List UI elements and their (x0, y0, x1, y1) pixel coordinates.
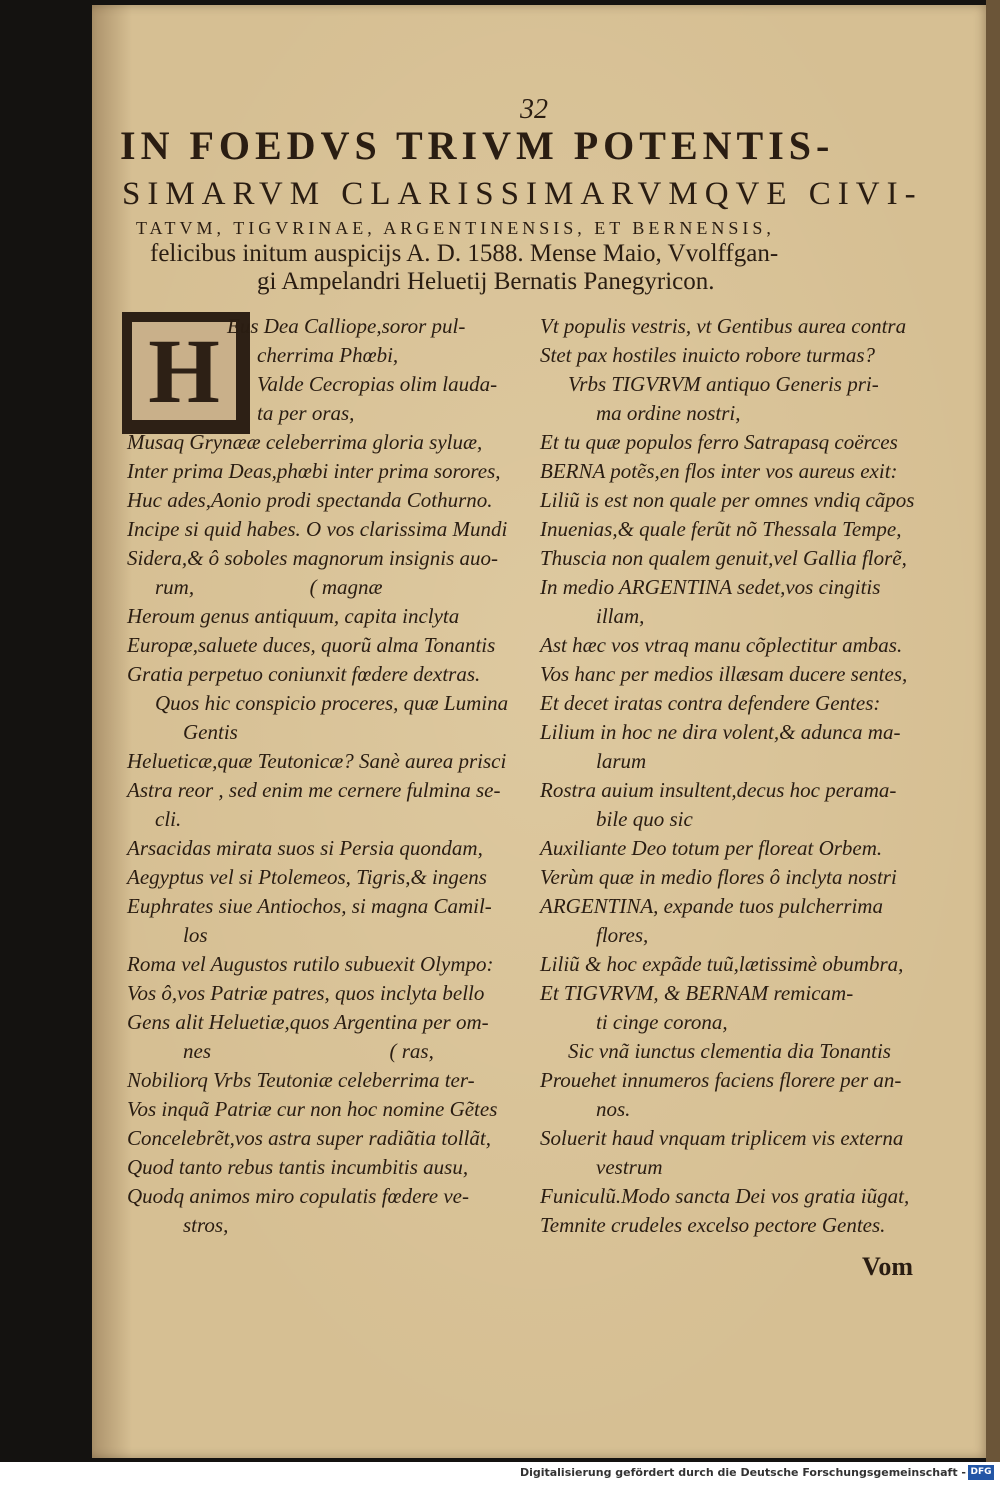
verse-line: Heroum genus antiquum, capita inclyta (127, 604, 460, 628)
verse-line: los (183, 923, 208, 947)
verse-line: In medio ARGENTINA sedet,vos cingitis (540, 575, 881, 599)
catchword: Vom (862, 1252, 914, 1281)
footer-bar (0, 1462, 1000, 1485)
verse-line: Vrbs TIGVRVM antiquo Generis pri- (568, 372, 879, 396)
verse-line: stros, (183, 1213, 229, 1237)
verse-line: Nobiliorq Vrbs Teutoniæ celeberrima ter- (127, 1068, 475, 1092)
verse-line: Quod tanto rebus tantis incumbitis ausu, (127, 1155, 469, 1179)
verse-line: Sidera,& ô soboles magnorum insignis auo- (127, 546, 499, 570)
verse-line: Helueticæ,quæ Teutonicæ? Sanè aurea prisci (127, 749, 507, 773)
verse-line: rum, ( magnæ (155, 575, 383, 599)
verse-line: Valde Cecropias olim lauda- (257, 372, 498, 396)
title-line-5: gi Ampelandri Heluetij Bernatis Panegyricon. (257, 268, 715, 295)
right-column (540, 312, 950, 1240)
title-line-1: IN FOEDVS TRIVM POTENTIS- (120, 123, 835, 168)
verse-line: Ast hæc vos vtraq manu cõplectitur ambas. (540, 633, 903, 657)
verse-line: Gens alit Heluetiæ,quos Argentina per om- (127, 1010, 489, 1034)
verse-line: Vos hanc per medios illæsam ducere sentes, (540, 662, 908, 686)
verse-line: Liliũ & hoc expãde tuũ,lætissimè obumbra, (540, 952, 904, 976)
verse-line: Liliũ is est non quale per omnes vndiq cãpos (540, 488, 915, 512)
verse-line: flores, (596, 923, 649, 947)
left-column (127, 312, 517, 1240)
verse-line: Inuenias,& quale ferũt nõ Thessala Tempe, (540, 517, 902, 541)
verse-line: Soluerit haud vnquam triplicem vis externa (540, 1126, 904, 1150)
verse-line: Temnite crudeles excelso pectore Gentes. (540, 1213, 886, 1237)
verse-line: Incipe si quid habes. O vos clarissima Mundi (127, 517, 508, 541)
verse-line: cli. (155, 807, 182, 831)
page-number: 32 (520, 94, 548, 125)
verse-line: Et decet iratas contra defendere Gentes: (540, 691, 881, 715)
verse-line: Vos ô,vos Patriæ patres, quos inclyta bello (127, 981, 485, 1005)
verse-line: Prouehet innumeros faciens florere per an- (540, 1068, 902, 1092)
verse-line: cherrima Phœbi, (257, 343, 399, 367)
verse-line: Et TIGVRVM, & BERNAM remicam- (540, 981, 854, 1005)
verse-line: Auxiliante Deo totum per floreat Orbem. (540, 836, 883, 860)
dfg-logo-icon: DFG (968, 1465, 994, 1480)
page-edge (986, 0, 1000, 1462)
verse-line: Europæ,saluete duces, quorũ alma Tonantis (127, 633, 496, 657)
verse-line: ti cinge corona, (596, 1010, 728, 1034)
verse-line: Inter prima Deas,phœbi inter prima sorores, (127, 459, 501, 483)
verse-line: Vt populis vestris, vt Gentibus aurea contra (540, 314, 907, 338)
verse-line: Vos inquã Patriæ cur non hoc nomine Gẽtes (127, 1097, 498, 1121)
verse-line: illam, (596, 604, 645, 628)
verse-line: Concelebrẽt,vos astra super radiãtia tollãt, (127, 1126, 491, 1150)
verse-line: Arsacidas mirata suos si Persia quondam, (127, 836, 483, 860)
verse-line: Et tu quæ populos ferro Satrapasq coërces (540, 430, 898, 454)
verse-line: nes ( ras, (183, 1039, 434, 1063)
verse-line: Rostra auium insultent,decus hoc perama- (540, 778, 897, 802)
verse-line: Gratia perpetuo coniunxit fœdere dextras. (127, 662, 481, 686)
verse-line: ARGENTINA, expande tuos pulcherrima (540, 894, 883, 918)
title-line-4: felicibus initum auspicijs A. D. 1588. Mense Maio, Vvolffgan- (150, 240, 779, 267)
verse-line: Roma vel Augustos rutilo subuexit Olympo: (127, 952, 494, 976)
verse-line: vestrum (596, 1155, 663, 1179)
verse-line: Musaq Grynææ celeberrima gloria syluæ, (127, 430, 483, 454)
verse-line: Astra reor , sed enim me cernere fulmina se- (127, 778, 501, 802)
verse-line: BERNA potẽs,en flos inter vos aureus exit: (540, 459, 898, 483)
verse-line: Gentis (183, 720, 238, 744)
initial-letter: H (148, 320, 220, 422)
verse-line: Thuscia non qualem genuit,vel Gallia florẽ, (540, 546, 907, 570)
verse-line: Aegyptus vel si Ptolemeos, Tigris,& ingens (127, 865, 487, 889)
verse-line: Stet pax hostiles inuicto robore turmas? (540, 343, 876, 367)
verse-line: Lilium in hoc ne dira volent,& adunca ma- (540, 720, 901, 744)
verse-line: Quos hic conspicio proceres, quæ Lumina (155, 691, 509, 715)
verse-line: nos. (596, 1097, 631, 1121)
verse-line: Funiculũ.Modo sancta Dei vos gratia iũgat, (540, 1184, 910, 1208)
title-line-2: SIMARVM CLARISSIMARVMQVE CIVI- (122, 176, 923, 212)
verse-line: Quodq animos miro copulatis fœdere ve- (127, 1184, 469, 1208)
verse-line: larum (596, 749, 647, 773)
verse-line: ma ordine nostri, (596, 401, 741, 425)
verse-line: Sic vnã iunctus clementia dia Tonantis (568, 1039, 891, 1063)
verse-line: Verùm quæ in medio flores ô inclyta nostri (540, 865, 897, 889)
verse-line: ta per oras, (257, 401, 355, 425)
verse-line: bile quo sic (596, 807, 693, 831)
title-line-3: TATVM, TIGVRINAE, ARGENTINENSIS, ET BERNENSIS, (136, 218, 775, 238)
verse-line: Huc ades,Aonio prodi spectanda Cothurno. (127, 488, 493, 512)
verse-line: Euphrates siue Antiochos, si magna Camil- (127, 894, 492, 918)
footer-credit: Digitalisierung gefördert durch die Deutsche Forschungsgemeinschaft - (519, 1466, 966, 1479)
verse-line: Eus Dea Calliope,soror pul- (227, 314, 466, 338)
